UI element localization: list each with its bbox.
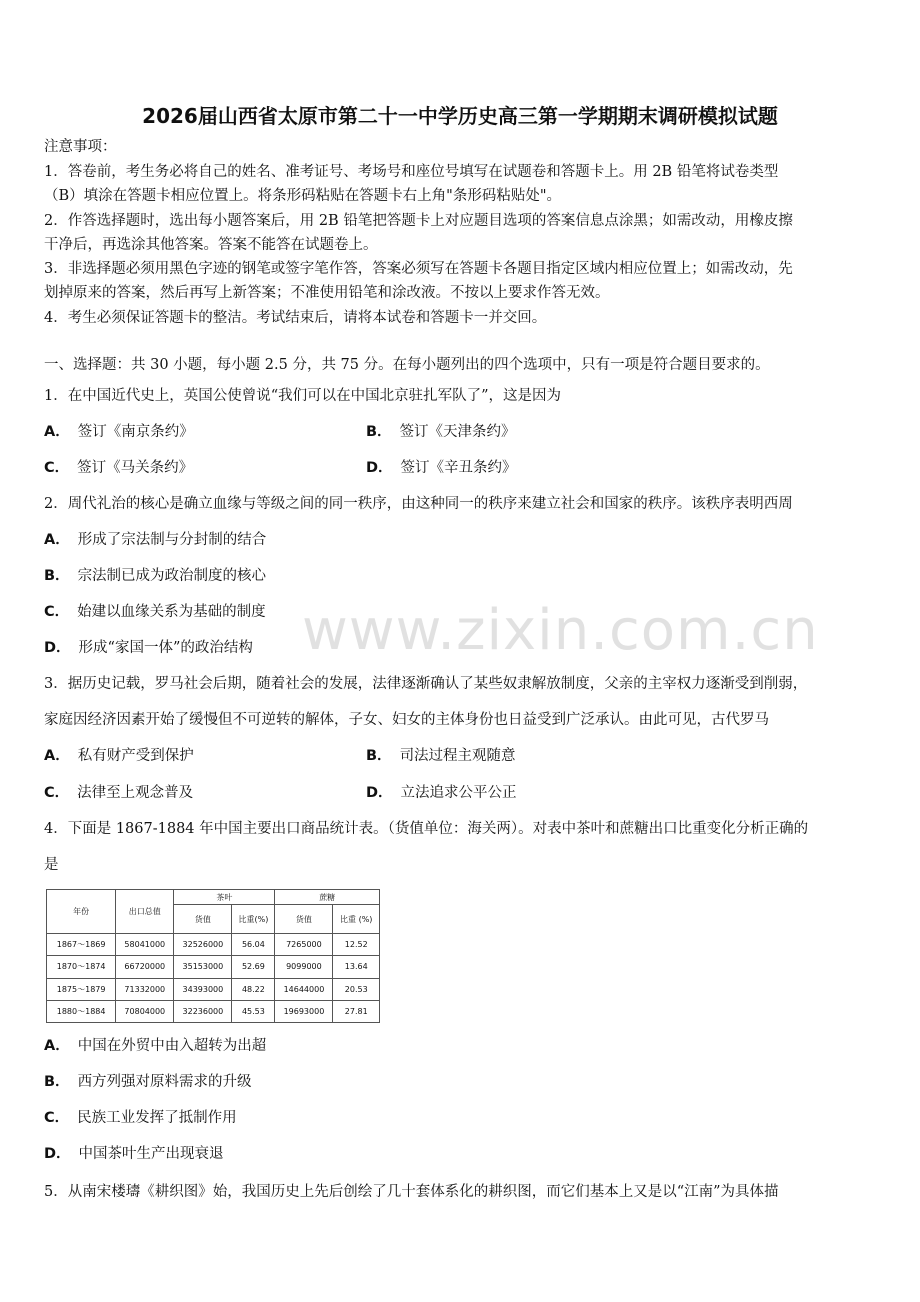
q1-option-a: A． 签订《南京条约》 <box>44 424 194 440</box>
table-cell: 7265000 <box>275 934 333 956</box>
header-tea-value: 货值 <box>174 905 232 934</box>
question-1-stem: 1．在中国近代史上，英国公使曾说“我们可以在中国北京驻扎军队了”，这是因为 <box>44 388 562 404</box>
header-sugar-ratio: 比重 (%) <box>333 905 380 934</box>
table-cell: 20.53 <box>333 978 380 1000</box>
export-stats-table <box>46 889 380 1023</box>
table-cell: 45.53 <box>232 1000 275 1022</box>
table-row <box>47 978 380 1000</box>
question-3-stem: 3．据历史记载，罗马社会后期，随着社会的发展，法律逐渐确认了某些奴隶解放制度，父亲的主宰权力逐渐受到削弱， <box>44 676 808 692</box>
table-cell: 1867～1869 <box>47 934 116 956</box>
table-row <box>47 1000 380 1022</box>
question-2-stem: 2．周代礼治的核心是确立血缘与等级之间的同一秩序，由这种同一的秩序来建立社会和国家的秩序。该秩序表明西周 <box>44 496 793 512</box>
q1-option-c: C． 签订《马关条约》 <box>44 460 194 476</box>
table-cell: 66720000 <box>116 956 174 978</box>
q3-option-d: D． 立法追求公平公正 <box>366 785 517 801</box>
question-4-stem-cont: 是 <box>44 857 59 873</box>
table-row <box>47 956 380 978</box>
q2-option-d: D． 形成“家国一体”的政治结构 <box>44 640 253 656</box>
table-cell: 9099000 <box>275 956 333 978</box>
section-heading: 一、选择题：共 30 小题，每小题 2.5 分，共 75 分。在每小题列出的四个选项中，只有一项是符合题目要求的。 <box>44 357 770 373</box>
notice-line: 2．作答选择题时，选出每小题答案后，用 2B 铅笔把答题卡上对应题目选项的答案信息点涂黑；如需改动，用橡皮擦 <box>44 213 793 229</box>
question-4-stem: 4．下面是 1867-1884 年中国主要出口商品统计表。（货值单位：海关两）。对表中茶叶和蔗糖出口比重变化分析正确的 <box>44 821 809 837</box>
table-cell: 56.04 <box>232 934 275 956</box>
table-cell: 1875～1879 <box>47 978 116 1000</box>
header-tea: 茶叶 <box>174 890 275 905</box>
q2-option-a: A． 形成了宗法制与分封制的结合 <box>44 532 267 548</box>
q4-option-a: A． 中国在外贸中由入超转为出超 <box>44 1038 267 1054</box>
table-cell: 32236000 <box>174 1000 232 1022</box>
table-cell: 58041000 <box>116 934 174 956</box>
notice-line: 干净后，再选涂其他答案。答案不能答在试题卷上。 <box>44 237 378 253</box>
table-cell: 13.64 <box>333 956 380 978</box>
q3-option-b: B． 司法过程主观随意 <box>366 748 516 764</box>
notice-line: 1．答卷前，考生务必将自己的姓名、准考证号、考场号和座位号填写在试题卷和答题卡上。用 2B 铅笔将试卷类型 <box>44 164 779 180</box>
q2-option-c: C． 始建以血缘关系为基础的制度 <box>44 604 266 620</box>
table-cell: 52.69 <box>232 956 275 978</box>
header-sugar: 蔗糖 <box>275 890 380 905</box>
table-cell: 12.52 <box>333 934 380 956</box>
watermark: www.zixin.com.cn <box>302 598 819 663</box>
table-cell: 71332000 <box>116 978 174 1000</box>
q4-option-b: B． 西方列强对原料需求的升级 <box>44 1074 252 1090</box>
table-cell: 32526000 <box>174 934 232 956</box>
q3-option-c: C． 法律至上观念普及 <box>44 785 194 801</box>
page-title: 2026届山西省太原市第二十一中学历史高三第一学期期末调研模拟试题 <box>142 104 778 128</box>
header-tea-ratio: 比重(%) <box>232 905 275 934</box>
q4-option-c: C． 民族工业发挥了抵制作用 <box>44 1110 237 1126</box>
notice-line: 4．考生必须保证答题卡的整洁。考试结束后，请将本试卷和答题卡一并交回。 <box>44 310 547 326</box>
table-cell: 27.81 <box>333 1000 380 1022</box>
header-total: 出口总值 <box>116 890 174 934</box>
question-3-stem-cont: 家庭因经济因素开始了缓慢但不可逆转的解体，子女、妇女的主体身份也日益受到广泛承认。由此可见，古代罗马 <box>44 712 769 728</box>
q2-option-b: B． 宗法制已成为政治制度的核心 <box>44 568 267 584</box>
notice-line: 3．非选择题必须用黑色字迹的钢笔或签字笔作答，答案必须写在答题卡各题目指定区域内相应位置上；如需改动，先 <box>44 261 793 277</box>
q1-option-d: D． 签订《辛丑条约》 <box>366 460 517 476</box>
notice-heading: 注意事项： <box>44 139 117 155</box>
q1-option-b: B． 签订《天津条约》 <box>366 424 516 440</box>
table-cell: 34393000 <box>174 978 232 1000</box>
table-cell: 48.22 <box>232 978 275 1000</box>
table-cell: 1880～1884 <box>47 1000 116 1022</box>
header-year: 年份 <box>47 890 116 934</box>
question-5-stem: 5．从南宋楼璹《耕织图》始，我国历史上先后创绘了几十套体系化的耕织图，而它们基本上又是以“江南”为具体描 <box>44 1184 779 1200</box>
header-sugar-value: 货值 <box>275 905 333 934</box>
table-cell: 35153000 <box>174 956 232 978</box>
table-cell: 19693000 <box>275 1000 333 1022</box>
notice-line: 划掉原来的答案，然后再写上新答案；不准使用铅笔和涂改液。不按以上要求作答无效。 <box>44 285 610 301</box>
table-cell: 1870～1874 <box>47 956 116 978</box>
table-cell: 70804000 <box>116 1000 174 1022</box>
q3-option-a: A． 私有财产受到保护 <box>44 748 194 764</box>
q4-option-d: D． 中国茶叶生产出现衰退 <box>44 1146 224 1162</box>
table-row <box>47 934 380 956</box>
notice-line: （B）填涂在答题卡相应位置上。将条形码粘贴在答题卡右上角"条形码粘贴处"。 <box>44 188 561 204</box>
table-cell: 14644000 <box>275 978 333 1000</box>
